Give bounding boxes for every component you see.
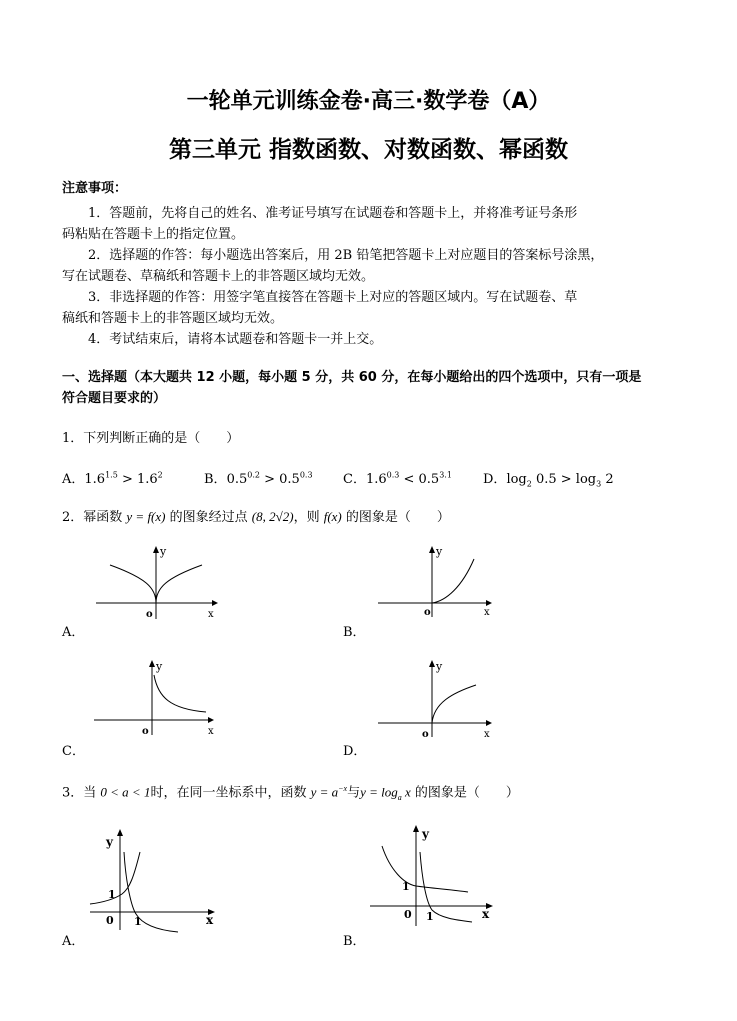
exam-title: 一轮单元训练金卷·高三·数学卷（A） (186, 89, 551, 114)
q3-graph-b-y-one: 1 (402, 880, 410, 893)
q1-option-d-log1: log (506, 472, 527, 487)
q2-graph-c-y-arrow (149, 660, 155, 667)
q1-option-a[interactable] (62, 468, 163, 487)
q1-option-b-exp: 0.2 (247, 470, 260, 480)
q2-stem (62, 506, 450, 528)
notice-item-2-line-1: 2．选择题的作答：每小题选出答案后，用 2B 铅笔把答题卡上对应题目的答案标号涂黑， (88, 248, 604, 263)
notice-item-1-line-2: 码粘贴在答题卡上的指定位置。 (62, 227, 245, 242)
q2-graph-a-curve-right (156, 565, 202, 603)
q2-stem-d: 的图象是（ ） (341, 510, 450, 525)
q3-option-a-label[interactable]: A． (62, 934, 85, 949)
q2-graph-d-x-arrow (486, 720, 492, 726)
q1-option-a-rel: > 1.6 (117, 472, 158, 487)
q3-graph-a-origin: 0 (106, 914, 114, 927)
q2-stem-fx2: f(x) (323, 509, 342, 524)
q1-option-c-rel: < 0.5 (399, 472, 440, 487)
q2-graph-a-origin: o (146, 609, 153, 620)
q3-stem-cond: 0 < a < 1 (100, 784, 151, 800)
q1-option-b[interactable] (204, 468, 313, 487)
q1-option-c-label: C． (343, 472, 366, 487)
q1-option-c-base: 1.6 (365, 472, 387, 487)
q3-graph-b-origin: 0 (404, 908, 412, 921)
q2-graph-c-x-arrow (208, 717, 214, 723)
q1-option-d[interactable] (483, 468, 614, 489)
q1-option-d-label: D． (483, 472, 507, 487)
q1-option-b-label: B． (204, 472, 227, 487)
q2-graph-d-y-label: y (436, 660, 443, 673)
q1-option-d-end: 2 (601, 472, 614, 487)
q2-graph-b-y-label: y (436, 545, 443, 558)
q3-graph-b-exp-curve (382, 846, 468, 892)
q1-option-a-exp: 1.5 (105, 470, 118, 480)
q2-graph-a-y-arrow (153, 546, 159, 553)
q3-stem-f1: y = a (310, 784, 339, 800)
q3-stem (62, 778, 519, 808)
q2-stem-a: 2．幂函数 (62, 510, 127, 525)
q1-option-c[interactable] (343, 468, 452, 487)
notice-item-1-line-1: 1．答题前，先将自己的姓名、准考证号填写在试题卷和答题卡上，并将准考证号条形 (88, 206, 578, 221)
q2-graph-a-x-label: x (208, 609, 214, 620)
q2-option-d-label[interactable]: D． (343, 744, 367, 759)
q1-option-d-sub1: 2 (526, 479, 532, 489)
q2-graph-c (90, 657, 220, 739)
q2-option-a-label[interactable]: A． (62, 625, 85, 640)
q3-stem-f1-exp: −x (338, 784, 348, 793)
q1-option-a-base: 1.6 (84, 472, 106, 487)
q2-graph-b-x-label: x (484, 607, 490, 618)
q2-graph-d-y-arrow (429, 660, 435, 667)
q1-option-c-exp2: 3.1 (439, 470, 452, 480)
q2-graph-a-x-arrow (212, 600, 218, 606)
q3-stem-c: 与 (347, 785, 361, 801)
section-heading-line-2: 符合题目要求的） (62, 391, 167, 406)
q1-option-d-mid: 0.5 > log (531, 472, 597, 487)
q3-graph-a (84, 826, 220, 934)
q1-option-b-exp2: 0.3 (299, 470, 313, 480)
q1-option-a-label: A． (62, 472, 85, 487)
q3-stem-f2: y = log (360, 784, 398, 800)
q3-stem-f2-sub: a (397, 792, 402, 802)
q1-option-b-base: 0.5 (226, 472, 248, 487)
q1-stem: 1．下列判断正确的是（ ） (62, 431, 240, 446)
q2-stem-point: (8, 2√2) (251, 509, 294, 524)
q3-graph-a-x-label: x (206, 913, 214, 927)
q3-graph-a-y-label: y (106, 835, 113, 849)
q1-option-b-rel: > 0.5 (259, 472, 300, 487)
q1-option-d-sub2: 3 (596, 479, 602, 489)
unit-title: 第三单元 指数函数、对数函数、幂函数 (168, 137, 568, 163)
q2-graph-b (374, 543, 498, 623)
q2-graph-c-y-label: y (156, 660, 163, 673)
q2-graph-b-origin: o (424, 607, 431, 618)
notice-heading: 注意事项： (62, 181, 128, 196)
q2-stem-b: 的图象经过点 (165, 510, 252, 525)
q2-graph-b-x-arrow (486, 600, 492, 606)
notice-item-2-line-2: 写在试题卷、草稿纸和答题卡上的非答题区域均无效。 (62, 269, 375, 284)
q3-graph-b-y-label: y (422, 827, 429, 841)
q3-graph-a-y-arrow (117, 829, 123, 836)
q3-graph-a-log-curve (124, 852, 178, 932)
q2-graph-d-curve (432, 685, 476, 723)
q2-stem-c: ，则 (293, 510, 324, 525)
q3-graph-b (364, 822, 500, 930)
q3-stem-d: 的图象是（ ） (410, 785, 519, 801)
q3-stem-a: 3．当 (62, 785, 101, 801)
notice-item-3-line-2: 稿纸和答题卡上的非答题区域均无效。 (62, 311, 284, 326)
q3-graph-a-y-one: 1 (108, 888, 116, 901)
q2-graph-a (90, 543, 220, 623)
q3-graph-a-x-one: 1 (134, 915, 142, 928)
q2-graph-c-x-label: x (208, 726, 214, 737)
q2-graph-a-curve-left (110, 565, 156, 603)
q3-option-b-label[interactable]: B． (343, 934, 366, 949)
q2-graph-c-curve (154, 675, 206, 712)
q1-option-a-exp2: 2 (157, 470, 163, 480)
q2-graph-b-curve (432, 559, 474, 603)
q2-graph-d-x-label: x (484, 729, 490, 739)
q2-graph-c-origin: o (142, 726, 149, 737)
section-heading-line-1: 一、选择题（本大题共 12 小题，每小题 5 分，共 60 分，在每小题给出的四个选项中，只有一项是 (62, 370, 642, 385)
q3-graph-b-y-arrow (413, 825, 419, 832)
notice-item-3-line-1: 3．非选择题的作答：用签字笔直接答在答题卡上对应的答题区域内。写在试题卷、草 (88, 290, 578, 305)
q2-stem-fx: y = f(x) (126, 509, 166, 524)
q3-stem-b: 时，在同一坐标系中，函数 (150, 785, 311, 801)
q3-graph-b-x-label: x (482, 907, 490, 921)
q2-option-c-label[interactable]: C． (62, 744, 85, 759)
q3-stem-f2-end: x (401, 784, 411, 800)
q3-graph-b-x-one: 1 (426, 910, 434, 923)
q1-option-c-exp: 0.3 (386, 470, 400, 480)
q2-graph-d-origin: o (422, 729, 429, 739)
q2-option-b-label[interactable]: B． (343, 625, 366, 640)
q2-graph-b-y-arrow (429, 546, 435, 553)
q2-graph-d (374, 657, 498, 739)
q2-graph-a-y-label: y (160, 545, 167, 558)
notice-item-4: 4．考试结束后，请将本试题卷和答题卡一并上交。 (88, 332, 383, 347)
